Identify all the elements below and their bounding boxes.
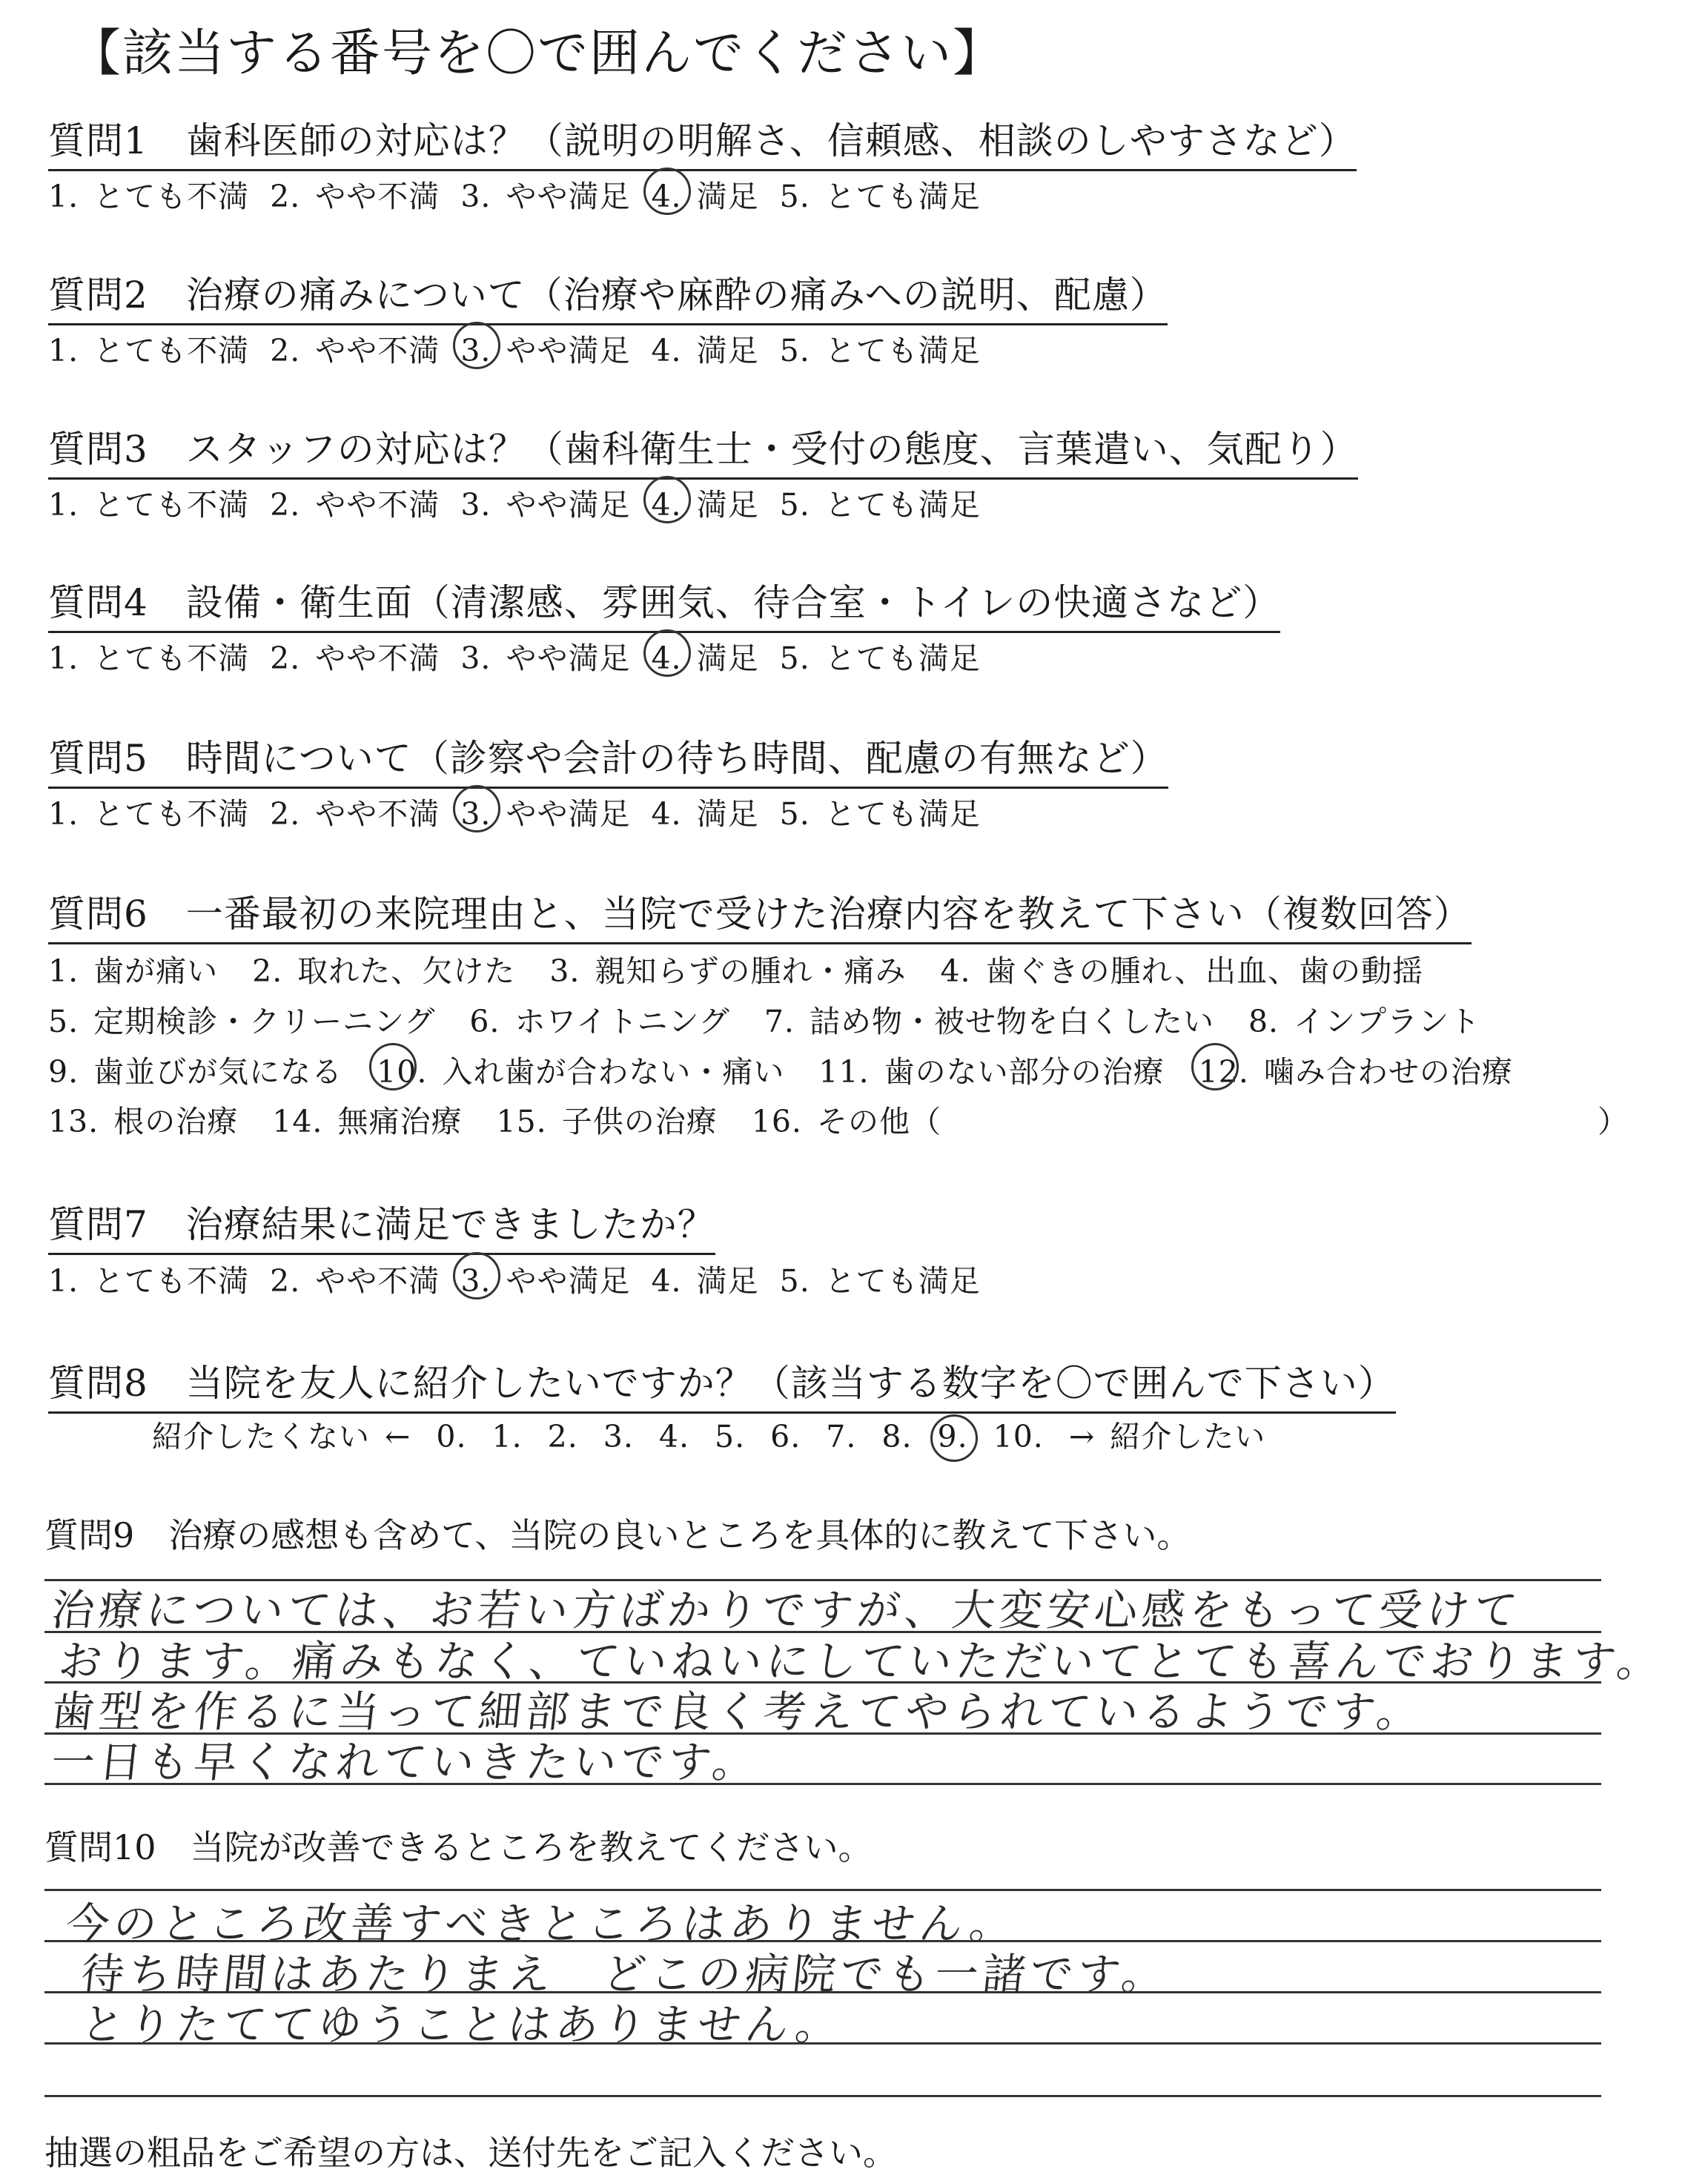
q5-title: 質問5 時間について（診察や会計の待ち時間、配慮の有無など）	[48, 729, 1168, 789]
footer-note: 抽選の粗品をご希望の方は、送付先をご記入ください。	[44, 2133, 897, 2173]
q10-title: 質問10 当院が改善できるところを教えてください。	[44, 1827, 873, 1867]
q6-option-13[interactable]: 13. 根の治療	[48, 1104, 239, 1139]
q6-option-8[interactable]: 8. インプラント	[1248, 1004, 1481, 1039]
q8-left-label: 紹介したくない ←	[152, 1419, 411, 1454]
q7-option-2[interactable]: 2. やや不満	[270, 1263, 440, 1299]
q10-answer-line-3: とりたててゆうことはありません。	[78, 1999, 846, 2050]
q9-answer-line-3: 歯型を作るに当って細部まで良く考えてやられているようです。	[48, 1686, 1427, 1737]
q8-scale	[152, 1412, 1291, 1456]
q6-option-1[interactable]: 1. 歯が痛い	[48, 953, 219, 989]
q8-scale-6[interactable]: 6.	[770, 1419, 801, 1454]
q10-answer-line-2: 待ち時間はあたりまえ どこの病院でも一諸です。	[78, 1949, 1172, 1999]
q6-option-row	[48, 1047, 1547, 1091]
q8-scale-10[interactable]: 10.	[993, 1419, 1044, 1454]
q4-option-5[interactable]: 5. とても満足	[779, 640, 981, 676]
q6-option-5[interactable]: 5. 定期検診・クリーニング	[48, 1004, 436, 1039]
q2-option-5[interactable]: 5. とても満足	[779, 333, 981, 368]
q7-option-4[interactable]: 4. 満足	[651, 1263, 759, 1299]
q2-option-4[interactable]: 4. 満足	[651, 333, 759, 368]
q8-scale-2[interactable]: 2.	[547, 1419, 578, 1454]
q3-option-3[interactable]: 3. やや満足	[460, 487, 631, 523]
q4-option-1[interactable]: 1. とても不満	[48, 640, 250, 676]
q7-option-5[interactable]: 5. とても満足	[779, 1263, 981, 1299]
q5-options	[48, 789, 1002, 833]
q4-title: 質問4 設備・衛生面（清潔感、雰囲気、待合室・トイレの快適さなど）	[48, 573, 1280, 633]
q4-option-3[interactable]: 3. やや満足	[460, 640, 631, 676]
q5-option-2[interactable]: 2. やや不満	[270, 796, 440, 832]
q2-options	[48, 326, 1002, 370]
q6-option-12[interactable]: 12. 噛み合わせの治療	[1199, 1047, 1513, 1091]
q8-scale-1[interactable]: 1.	[491, 1419, 523, 1454]
q1-title: 質問1 歯科医師の対応は？（説明の明解さ、信頼感、相談のしやすさなど）	[48, 111, 1357, 171]
q6-title: 質問6 一番最初の来院理由と、当院で受けた治療内容を教えて下さい（複数回答）	[48, 884, 1472, 944]
q3-option-5[interactable]: 5. とても満足	[779, 487, 981, 523]
q2-option-3[interactable]: 3. やや満足	[460, 326, 630, 370]
q8-scale-8[interactable]: 8.	[881, 1419, 913, 1454]
q7-option-3[interactable]: 3. やや満足	[460, 1257, 630, 1300]
q7-title: 質問7 治療結果に満足できましたか？	[48, 1195, 715, 1255]
q6-option-row	[48, 947, 1457, 990]
q4-option-2[interactable]: 2. やや不満	[270, 640, 440, 676]
q6-option-row	[48, 1097, 976, 1141]
q2-option-2[interactable]: 2. やや不満	[270, 333, 440, 368]
q6-option-10[interactable]: 10. 入れ歯が合わない・痛い	[377, 1047, 784, 1091]
q5-option-5[interactable]: 5. とても満足	[779, 796, 981, 832]
q9-title: 質問9 治療の感想も含めて、当院の良いところを具体的に教えて下さい。	[44, 1515, 1191, 1555]
q7-options	[48, 1257, 1002, 1300]
q2-title: 質問2 治療の痛みについて（治療や麻酔の痛みへの説明、配慮）	[48, 265, 1168, 325]
q8-scale-3[interactable]: 3.	[603, 1419, 634, 1454]
q6-option-14[interactable]: 14. 無痛治療	[272, 1104, 463, 1139]
q6-option-7[interactable]: 7. 詰め物・被せ物を白くしたい	[764, 1004, 1214, 1039]
q1-option-4[interactable]: 4. 満足	[651, 172, 758, 216]
q9-answer-line-4: 一日も早くなれていきたいです。	[48, 1737, 763, 1787]
q9-answer-line-1: 治療については、お若い方ばかりですが、大変安心感をもって受けて	[48, 1585, 1524, 1635]
q6-option-6[interactable]: 6. ホワイトニング	[469, 1004, 730, 1039]
q8-scale-5[interactable]: 5.	[715, 1419, 746, 1454]
q6-option-11[interactable]: 11. 歯のない部分の治療	[818, 1054, 1165, 1090]
q6-option-4[interactable]: 4. 歯ぐきの腫れ、出血、歯の動揺	[940, 953, 1424, 989]
q9-answer-line-2: おります。痛みもなく、ていねいにしていただいてとても喜んでおります。	[56, 1636, 1667, 1686]
q5-option-1[interactable]: 1. とても不満	[48, 796, 250, 832]
q3-option-1[interactable]: 1. とても不満	[48, 487, 250, 523]
q1-option-5[interactable]: 5. とても満足	[779, 179, 981, 214]
q10-answer-line-1: 今のところ改善すべきところはありません。	[63, 1898, 1020, 1949]
q5-option-3[interactable]: 3. やや満足	[460, 789, 630, 833]
q4-options	[48, 634, 1002, 678]
q1-option-2[interactable]: 2. やや不満	[270, 179, 440, 214]
q8-scale-9[interactable]: 9.	[937, 1419, 968, 1454]
q1-option-3[interactable]: 3. やや満足	[460, 179, 631, 214]
q8-scale-0[interactable]: 0.	[436, 1419, 467, 1454]
q1-options	[48, 172, 1002, 216]
q6-option-15[interactable]: 15. 子供の治療	[496, 1104, 718, 1139]
q6-option-row	[48, 997, 1515, 1041]
q3-option-2[interactable]: 2. やや不満	[270, 487, 440, 523]
q3-option-4[interactable]: 4. 満足	[651, 480, 758, 524]
q6-option-16[interactable]: 16. その他（	[751, 1104, 941, 1139]
q6-option-9[interactable]: 9. 歯並びが気になる	[48, 1054, 343, 1090]
q8-right-label: → 紹介したい	[1068, 1419, 1266, 1454]
form-header: 【該当する番号を〇で囲んでください】	[70, 24, 1005, 83]
q3-options	[48, 480, 1002, 524]
q6-option-2[interactable]: 2. 取れた、欠けた	[252, 953, 516, 989]
q5-option-4[interactable]: 4. 満足	[651, 796, 759, 832]
q8-scale-4[interactable]: 4.	[658, 1419, 690, 1454]
q8-title: 質問8 当院を友人に紹介したいですか？（該当する数字を〇で囲んで下さい）	[48, 1354, 1396, 1414]
q3-title: 質問3 スタッフの対応は？（歯科衛生士・受付の態度、言葉遣い、気配り）	[48, 420, 1358, 480]
q4-option-4[interactable]: 4. 満足	[651, 634, 758, 678]
q2-option-1[interactable]: 1. とても不満	[48, 333, 250, 368]
q1-option-1[interactable]: 1. とても不満	[48, 179, 250, 214]
q6-other-close: ）	[1598, 1104, 1629, 1139]
q8-scale-7[interactable]: 7.	[826, 1419, 857, 1454]
q7-option-1[interactable]: 1. とても不満	[48, 1263, 250, 1299]
q6-option-3[interactable]: 3. 親知らずの腫れ・痛み	[549, 953, 907, 989]
